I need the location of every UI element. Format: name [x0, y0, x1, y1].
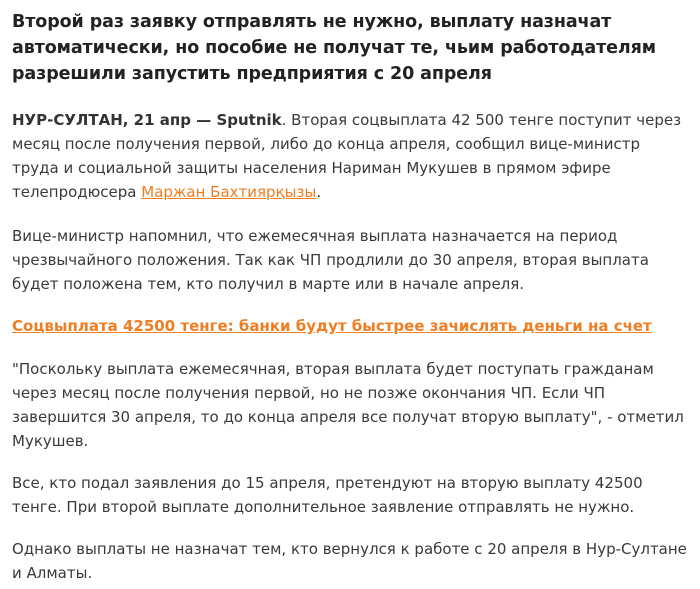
article-paragraph-3: "Поскольку выплата ежемесячная, вторая выплата будет поступать гражданам через месяц после получения первой, но не позже окончания ЧП. Если ЧП завершится 30 апреля, то до конца апреля все получат вторую выплату", - отметил Мукушев.: [12, 360, 684, 450]
related-article: [12, 314, 688, 338]
article-paragraph-4: Все, кто подал заявления до 15 апреля, претендуют на вторую выплату 42500 тенге. При второй выплате дополнительное заявление отправлять не нужно.: [12, 474, 643, 516]
article-paragraph-5: Однако выплаты не назначат тем, кто вернулся к работе с 20 апреля в Нур-Султане и Алматы.: [12, 540, 687, 582]
author-link[interactable]: Маржан Бахтиярқызы: [141, 183, 317, 201]
related-article-link[interactable]: Соцвыплата 42500 тенге: банки будут быстрее зачислять деньги на счет: [12, 317, 652, 335]
dateline: НУР-СУЛТАН, 21 апр — Sputnik: [12, 111, 282, 129]
article-paragraph-2: Вице-министр напомнил, что ежемесячная выплата назначается на период чрезвычайного положения. Так как ЧП продлили до 30 апреля, вторая выплата будет положена тем, кто получил в марте или в начале апреля.: [12, 227, 649, 293]
paragraph-1-end: .: [316, 183, 322, 201]
article-lead-title: Второй раз заявку отправлять не нужно, выплату назначат автоматически, но пособие не получат те, чьим работодателям разрешили запустить предприятия с 20 апреля: [12, 12, 656, 84]
paragraph-1-text: . Вторая соцвыплата 42 500 тенге поступит через месяц после получения первой, либо до конца апреля, сообщил вице-министр труда и социальной защиты населения Нариман Мукушев в прямом эфире телепродюсера: [12, 111, 682, 201]
article-paragraph-1: [12, 108, 688, 204]
